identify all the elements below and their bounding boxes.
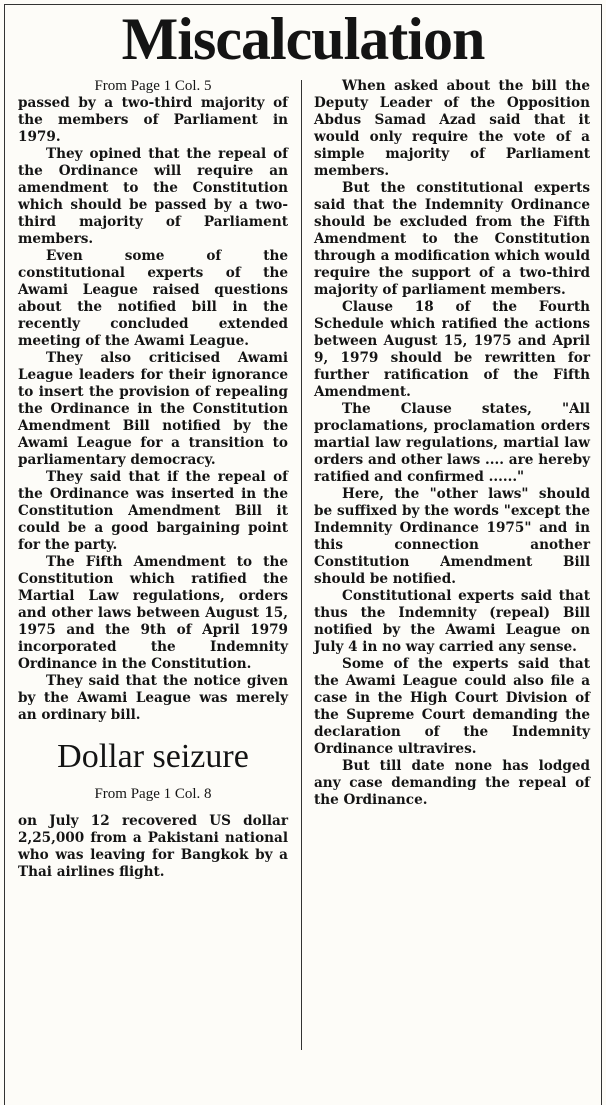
paragraph: The Fifth Amendment to the Constitution which ratified the Martial Law regulations, orders and other laws between August 15, 1975 and the 9th of April 1979 incorporated the Indemnity Ordinance in the Constitution. (18, 554, 288, 672)
headline-miscalculation: Miscalculation (121, 6, 485, 72)
paragraph: passed by a two-third majority of the members of Parliament in 1979. (18, 95, 288, 145)
paragraph: Here, the "other laws" should be suffixed by the words "except the Indemnity Ordinance 1975" and in this connection another Constitution Amendment Bill should be notified. (314, 486, 590, 587)
headline-dollar-seizure: Dollar seizure (57, 738, 249, 775)
paragraph: But the constitutional experts said that the Indemnity Ordinance should be excluded from the Fifth Amendment to the Constitution through a modification which would require the support of a two-third majority of parliament members. (314, 180, 590, 298)
paragraph: They said that the notice given by the Awami League was merely an ordinary bill. (18, 673, 288, 723)
right-column (314, 78, 590, 809)
paragraph: The Clause states, "All proclamations, proclamation orders martial law regulations, martial law orders and other laws .... are hereby ratified and confirmed ......" (314, 401, 590, 485)
jump-line-dollar-seizure: From Page 1 Col. 8 (94, 786, 212, 802)
paragraph: Even some of the constitutional experts of the Awami League raised questions about the notified bill in the recently concluded extended meeting of the Awami League. (18, 248, 288, 349)
jump-line-miscalculation: From Page 1 Col. 5 (94, 78, 212, 94)
paragraph: They also criticised Awami League leaders for their ignorance to insert the provision of repealing the Ordinance in the Constitution Amendment Bill notified by the Awami League for a transition to parliamentary democracy. (18, 350, 288, 468)
paragraph: They opined that the repeal of the Ordinance will require an amendment to the Constitution which should be passed by a two-third majority of Parliament members. (18, 146, 288, 247)
paragraph: Clause 18 of the Fourth Schedule which ratified the actions between August 15, 1975 and April 9, 1979 should be rewritten for further ratification of the Fifth Amendment. (314, 299, 590, 400)
column-rule (301, 80, 302, 1050)
paragraph: Some of the experts said that the Awami League could also file a case in the High Court Division of the Supreme Court demanding the declaration of the Indemnity Ordinance ultravires. (314, 656, 590, 757)
paragraph: They said that if the repeal of the Ordinance was inserted in the Constitution Amendment Bill it could be a good bargaining point for the party. (18, 469, 288, 553)
left-column (18, 78, 288, 881)
paragraph: But till date none has lodged any case demanding the repeal of the Ordinance. (314, 758, 590, 808)
paragraph: Constitutional experts said that thus the Indemnity (repeal) Bill notified by the Awami League on July 4 in no way carried any sense. (314, 588, 590, 655)
paragraph: When asked about the bill the Deputy Leader of the Opposition Abdus Samad Azad said that it would only require the vote of a simple majority of Parliament members. (314, 78, 590, 179)
paragraph: on July 12 recovered US dollar 2,25,000 from a Pakistani national who was leaving for Bangkok by a Thai airlines flight. (18, 813, 288, 880)
